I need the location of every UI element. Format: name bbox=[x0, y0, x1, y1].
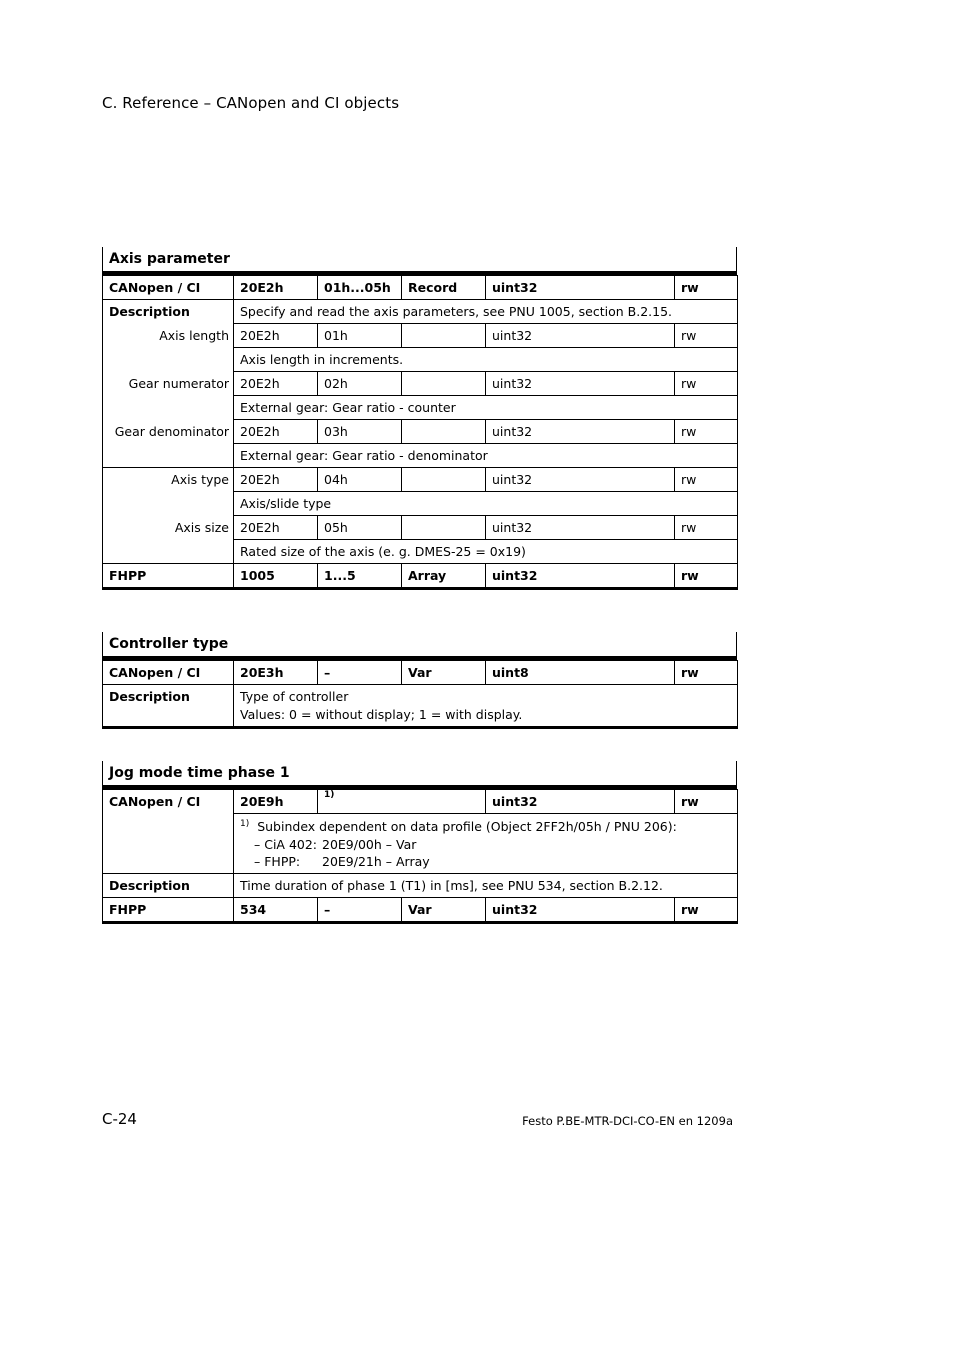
entry-text: Axis/slide type bbox=[234, 492, 738, 516]
description-label: Description bbox=[103, 300, 234, 324]
entry-sub: 03h bbox=[318, 420, 402, 444]
fhpp-access: rw bbox=[675, 564, 738, 589]
entry-index: 20E2h bbox=[234, 516, 318, 540]
axis-parameter-table bbox=[102, 275, 738, 590]
entry-type: uint32 bbox=[486, 420, 675, 444]
fhpp-label: FHPP bbox=[103, 564, 234, 589]
canopen-label: CANopen / CI bbox=[103, 661, 234, 685]
fhpp-pnu: 534 bbox=[234, 897, 318, 922]
entry-sub: 05h bbox=[318, 516, 402, 540]
entry-row bbox=[103, 324, 738, 348]
footnote-text bbox=[234, 814, 738, 874]
entry-text-row bbox=[103, 348, 738, 372]
fhpp-label: FHPP bbox=[103, 897, 234, 922]
entry-access: rw bbox=[675, 468, 738, 492]
footnote-profile: – FHPP: bbox=[254, 854, 301, 870]
footnote-line: Subindex dependent on data profile (Object 2FF2h/05h / PNU 206): bbox=[257, 819, 677, 835]
description-row bbox=[103, 300, 738, 324]
entry-row bbox=[103, 468, 738, 492]
entry-type: uint32 bbox=[486, 516, 675, 540]
entry-row bbox=[103, 420, 738, 444]
entry-text: Axis length in increments. bbox=[234, 348, 738, 372]
fhpp-sub: 1...5 bbox=[318, 564, 402, 589]
entry-sub: 04h bbox=[318, 468, 402, 492]
description-row bbox=[103, 685, 738, 728]
canopen-label: CANopen / CI bbox=[103, 790, 234, 814]
entry-label: Gear denominator bbox=[103, 420, 234, 444]
entry-text: Rated size of the axis (e. g. DMES-25 = 0x19) bbox=[234, 540, 738, 564]
entry-row bbox=[103, 372, 738, 396]
index-cell: 20E2h bbox=[234, 276, 318, 300]
description-label: Description bbox=[103, 685, 234, 728]
entry-text-row bbox=[103, 444, 738, 468]
jog-mode-section bbox=[102, 761, 737, 924]
description-text: Specify and read the axis parameters, see PNU 1005, section B.2.15. bbox=[234, 300, 738, 324]
type-cell: uint8 bbox=[486, 661, 675, 685]
entry-object bbox=[402, 420, 486, 444]
description-text bbox=[234, 685, 738, 728]
fhpp-sub: – bbox=[318, 897, 402, 922]
description-label: Description bbox=[103, 873, 234, 897]
axis-parameter-section bbox=[102, 247, 737, 590]
type-cell: uint32 bbox=[486, 276, 675, 300]
entry-object bbox=[402, 324, 486, 348]
entry-object bbox=[402, 516, 486, 540]
subindex-cell: 01h...05h bbox=[318, 276, 402, 300]
entry-access: rw bbox=[675, 324, 738, 348]
canopen-row bbox=[103, 661, 738, 685]
footnote-row bbox=[103, 814, 738, 874]
entry-label: Gear numerator bbox=[103, 372, 234, 396]
index-cell: 20E3h bbox=[234, 661, 318, 685]
jog-mode-table bbox=[102, 789, 738, 924]
fhpp-object: Var bbox=[402, 897, 486, 922]
entry-row bbox=[103, 516, 738, 540]
entry-index: 20E2h bbox=[234, 420, 318, 444]
object-cell: Var bbox=[402, 661, 486, 685]
description-line: Type of controller bbox=[240, 688, 349, 704]
document-reference: Festo P.BE-MTR-DCI-CO-EN en 1209a bbox=[522, 1114, 733, 1128]
entry-type: uint32 bbox=[486, 468, 675, 492]
entry-text-row bbox=[103, 492, 738, 516]
entry-object bbox=[402, 372, 486, 396]
entry-sub: 01h bbox=[318, 324, 402, 348]
entry-index: 20E2h bbox=[234, 324, 318, 348]
section-title: Jog mode time phase 1 bbox=[102, 761, 737, 789]
footnote-value: 20E9/00h – Var bbox=[322, 836, 417, 852]
access-cell: rw bbox=[675, 790, 738, 814]
entry-access: rw bbox=[675, 516, 738, 540]
entry-access: rw bbox=[675, 372, 738, 396]
entry-index: 20E2h bbox=[234, 468, 318, 492]
entry-text: External gear: Gear ratio - denominator bbox=[234, 444, 738, 468]
fhpp-type: uint32 bbox=[486, 897, 675, 922]
controller-type-section bbox=[102, 632, 737, 729]
description-text: Time duration of phase 1 (T1) in [ms], see PNU 534, section B.2.12. bbox=[234, 873, 738, 897]
description-row bbox=[103, 873, 738, 897]
page-number: C-24 bbox=[102, 1110, 137, 1128]
footnote-mark bbox=[318, 790, 486, 814]
canopen-row bbox=[103, 790, 738, 814]
footnote-superscript: 1) bbox=[324, 790, 335, 800]
fhpp-access: rw bbox=[675, 897, 738, 922]
access-cell: rw bbox=[675, 276, 738, 300]
entry-index: 20E2h bbox=[234, 372, 318, 396]
entry-sub: 02h bbox=[318, 372, 402, 396]
section-title: Controller type bbox=[102, 632, 737, 660]
footnote-value: 20E9/21h – Array bbox=[322, 854, 430, 870]
fhpp-row bbox=[103, 564, 738, 589]
entry-label: Axis type bbox=[103, 468, 234, 492]
entry-access: rw bbox=[675, 420, 738, 444]
entry-label: Axis length bbox=[103, 324, 234, 348]
access-cell: rw bbox=[675, 661, 738, 685]
entry-text-row bbox=[103, 540, 738, 564]
fhpp-type: uint32 bbox=[486, 564, 675, 589]
entry-type: uint32 bbox=[486, 324, 675, 348]
entry-text: External gear: Gear ratio - counter bbox=[234, 396, 738, 420]
type-cell: uint32 bbox=[486, 790, 675, 814]
canopen-row bbox=[103, 276, 738, 300]
fhpp-row bbox=[103, 897, 738, 922]
description-line: Values: 0 = without display; 1 = with display. bbox=[240, 706, 523, 722]
canopen-label: CANopen / CI bbox=[103, 276, 234, 300]
section-title: Axis parameter bbox=[102, 247, 737, 275]
index-cell: 20E9h bbox=[234, 790, 318, 814]
entry-object bbox=[402, 468, 486, 492]
page-header-title: C. Reference – CANopen and CI objects bbox=[102, 94, 400, 112]
entry-label: Axis size bbox=[103, 516, 234, 540]
object-cell: Record bbox=[402, 276, 486, 300]
entry-type: uint32 bbox=[486, 372, 675, 396]
controller-type-table bbox=[102, 660, 738, 729]
fhpp-pnu: 1005 bbox=[234, 564, 318, 589]
subindex-cell: – bbox=[318, 661, 402, 685]
footnote-superscript: 1) bbox=[240, 819, 250, 829]
footnote-profile: – CiA 402: bbox=[254, 836, 318, 852]
entry-text-row bbox=[103, 396, 738, 420]
fhpp-object: Array bbox=[402, 564, 486, 589]
